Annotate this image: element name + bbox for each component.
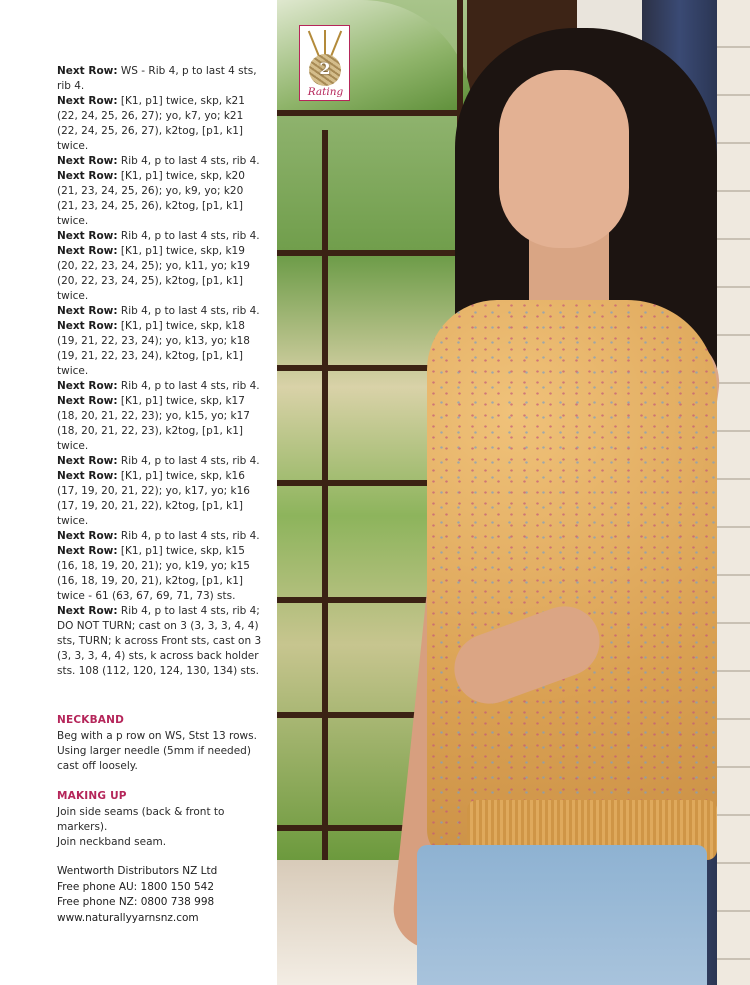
row-label: Next Row: [57,470,118,482]
making-up-line: Join neckband seam. [57,836,167,848]
pattern-row [57,604,262,679]
pattern-row [57,529,262,544]
row-text: WS - Rib 4, p to last 4 sts, rib 4. [57,65,257,92]
pattern-row [57,64,262,94]
row-label: Next Row: [57,545,118,557]
distributor-name: Wentworth Distributors NZ Ltd [57,865,218,877]
row-text: [K1, p1] twice, skp, k17 (18, 20, 21, 22, 23); yo, k15, yo; k17 (18, 20, 21, 22, 23), k2tog, [p1, k1] twice. [57,395,250,452]
row-label: Next Row: [57,305,118,317]
row-label: Next Row: [57,605,118,617]
pattern-text-column [0,0,277,985]
row-label: Next Row: [57,245,118,257]
pattern-row [57,544,262,604]
model-jeans [417,845,707,985]
making-up-heading: MAKING UP [57,790,127,802]
row-text: [K1, p1] twice, skp, k21 (22, 24, 25, 26, 27); yo, k7, yo; k21 (22, 24, 25, 26, 27), k2tog, [p1, k1] twice. [57,95,245,152]
row-label: Next Row: [57,155,118,167]
rating-badge [299,25,350,101]
knitted-top [427,300,717,860]
pattern-row [57,319,262,379]
pattern-row [57,379,262,394]
pattern-row [57,229,262,244]
row-text: Rib 4, p to last 4 sts, rib 4. [120,230,260,242]
making-up-line: Join side seams (back & front to markers). [57,806,225,833]
row-text: Rib 4, p to last 4 sts, rib 4; DO NOT TURN; cast on 3 (3, 3, 3, 4, 4) sts, TURN; k across Front sts, cast on 3 (3, 3, 3, 4, 4) sts, k across back holder sts. 108 (112, 120, 124, 130, 134) sts. [57,605,262,677]
pattern-row [57,94,262,154]
row-text: Rib 4, p to last 4 sts, rib 4. [120,155,260,167]
row-text: Rib 4, p to last 4 sts, rib 4. [120,530,260,542]
row-label: Next Row: [57,530,118,542]
pattern-row [57,394,262,454]
row-label: Next Row: [57,395,118,407]
phone-nz: Free phone NZ: 0800 738 998 [57,896,215,908]
row-label: Next Row: [57,65,118,77]
row-text: [K1, p1] twice, skp, k15 (16, 18, 19, 20, 21); yo, k19, yo; k15 (16, 18, 19, 20, 21), k2tog, [p1, k1] twice - 61 (63, 67, 69, 71, 73) sts. [57,545,250,602]
pattern-instructions [57,64,262,679]
pattern-row [57,244,262,304]
window-mullion [277,250,467,256]
rating-value: 2 [319,59,331,78]
row-label: Next Row: [57,170,118,182]
row-label: Next Row: [57,380,118,392]
window-mullion [277,110,467,116]
neckband-heading: NECKBAND [57,714,125,726]
phone-au: Free phone AU: 1800 150 542 [57,880,215,893]
pattern-row [57,154,262,169]
neckband-line: Beg with a p row on WS, Stst 13 rows. Using larger needle (5mm if needed) cast off loosely. [57,730,257,772]
row-text: Rib 4, p to last 4 sts, rib 4. [120,305,260,317]
row-text: [K1, p1] twice, skp, k18 (19, 21, 22, 23, 24); yo, k13, yo; k18 (19, 21, 22, 23, 24), k2tog, [p1, k1] twice. [57,320,250,377]
pattern-row [57,304,262,319]
weatherboard-wall [715,0,750,985]
making-up-body [57,805,262,850]
model-photo [277,0,750,985]
row-text: Rib 4, p to last 4 sts, rib 4. [120,455,260,467]
row-label: Next Row: [57,230,118,242]
pattern-row [57,469,262,529]
neckband-body [57,729,262,774]
row-text: [K1, p1] twice, skp, k19 (20, 22, 23, 24, 25); yo, k11, yo; k19 (20, 22, 23, 24, 25), k2tog, [p1, k1] twice. [57,245,250,302]
model-face [499,70,629,248]
row-text: [K1, p1] twice, skp, k20 (21, 23, 24, 25, 26); yo, k9, yo; k20 (21, 23, 24, 25, 26), k2tog, [p1, k1] twice. [57,170,245,227]
window-mullion [322,130,328,860]
pattern-row [57,169,262,229]
row-text: [K1, p1] twice, skp, k16 (17, 19, 20, 21, 22); yo, k17, yo; k16 (17, 19, 20, 21, 22), k2tog, [p1, k1] twice. [57,470,250,527]
row-label: Next Row: [57,455,118,467]
row-text: Rib 4, p to last 4 sts, rib 4. [120,380,260,392]
row-label: Next Row: [57,95,118,107]
distributor-contact [57,864,217,926]
rating-label: Rating [307,86,344,98]
row-label: Next Row: [57,320,118,332]
pattern-row [57,454,262,469]
website-link[interactable]: www.naturallyyarnsnz.com [57,911,199,924]
